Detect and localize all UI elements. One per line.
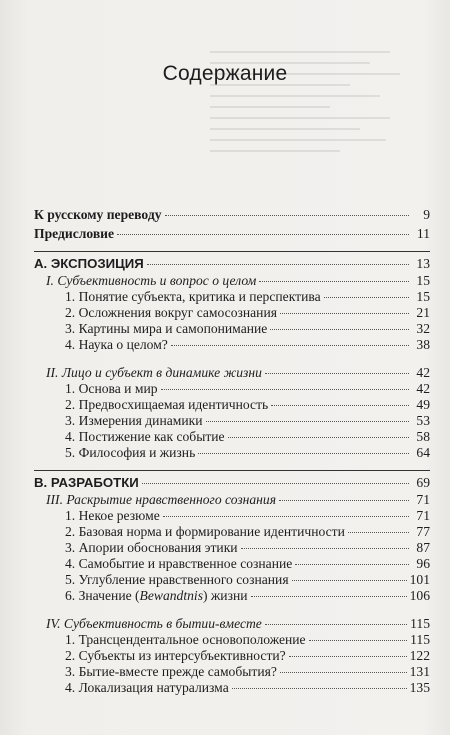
- toc-entry[interactable]: 1. Основа и мир 42: [65, 381, 430, 396]
- toc-entry[interactable]: 4. Наука о целом? 38: [65, 337, 430, 352]
- toc-entry[interactable]: 1. Трансцендентальное основоположение 115: [65, 632, 430, 647]
- toc-entry[interactable]: 2. Базовая норма и формирование идентичности 77: [65, 524, 430, 539]
- toc-entry[interactable]: 2. Субъекты из интерсубъективности? 122: [65, 648, 430, 663]
- toc-chapter[interactable]: III. Раскрытие нравственного сознания 71: [46, 492, 430, 507]
- toc-chapter[interactable]: I. Субъективность и вопрос о целом 15: [46, 273, 430, 288]
- section-divider: [34, 251, 430, 252]
- toc-entry[interactable]: 3. Бытие-вместе прежде самобытия? 131: [65, 664, 430, 679]
- toc-entry[interactable]: 6. Значение (Bewandtnis) жизни 106: [65, 588, 430, 603]
- toc-entry[interactable]: 5. Философия и жизнь 64: [65, 445, 430, 460]
- toc-entry[interactable]: К русскому переводу 9: [34, 207, 430, 222]
- toc-chapter[interactable]: II. Лицо и субъект в динамике жизни 42: [46, 365, 430, 380]
- toc-entry[interactable]: 3. Апории обоснования этики 87: [65, 540, 430, 555]
- toc-entry[interactable]: 1. Некое резюме 71: [65, 508, 430, 523]
- toc-entry[interactable]: 4. Локализация натурализма 135: [65, 680, 430, 695]
- page-title: Содержание: [162, 62, 288, 85]
- toc-entry[interactable]: 3. Измерения динамики 53: [65, 413, 430, 428]
- toc-entry[interactable]: 2. Осложнения вокруг самосознания 21: [65, 305, 430, 320]
- section-divider: [34, 470, 430, 471]
- toc-entry[interactable]: 5. Углубление нравственного сознания 101: [65, 572, 430, 587]
- toc-entry[interactable]: 2. Предвосхищаемая идентичность 49: [65, 397, 430, 412]
- toc-chapter[interactable]: IV. Субъективность в бытии-вместе 115: [46, 616, 430, 631]
- toc-entry[interactable]: 3. Картины мира и самопонимание 32: [65, 321, 430, 336]
- toc-entry[interactable]: 4. Постижение как событие 58: [65, 429, 430, 444]
- toc-entry[interactable]: Предисловие 11: [34, 226, 430, 241]
- toc-entry[interactable]: 4. Самобытие и нравственное сознание 96: [65, 556, 430, 571]
- toc-part-b[interactable]: В. РАЗРАБОТКИ 69: [34, 475, 430, 490]
- toc-entry[interactable]: 1. Понятие субъекта, критика и перспектива 15: [65, 289, 430, 304]
- toc-part-a[interactable]: А. ЭКСПОЗИЦИЯ 13: [34, 256, 430, 271]
